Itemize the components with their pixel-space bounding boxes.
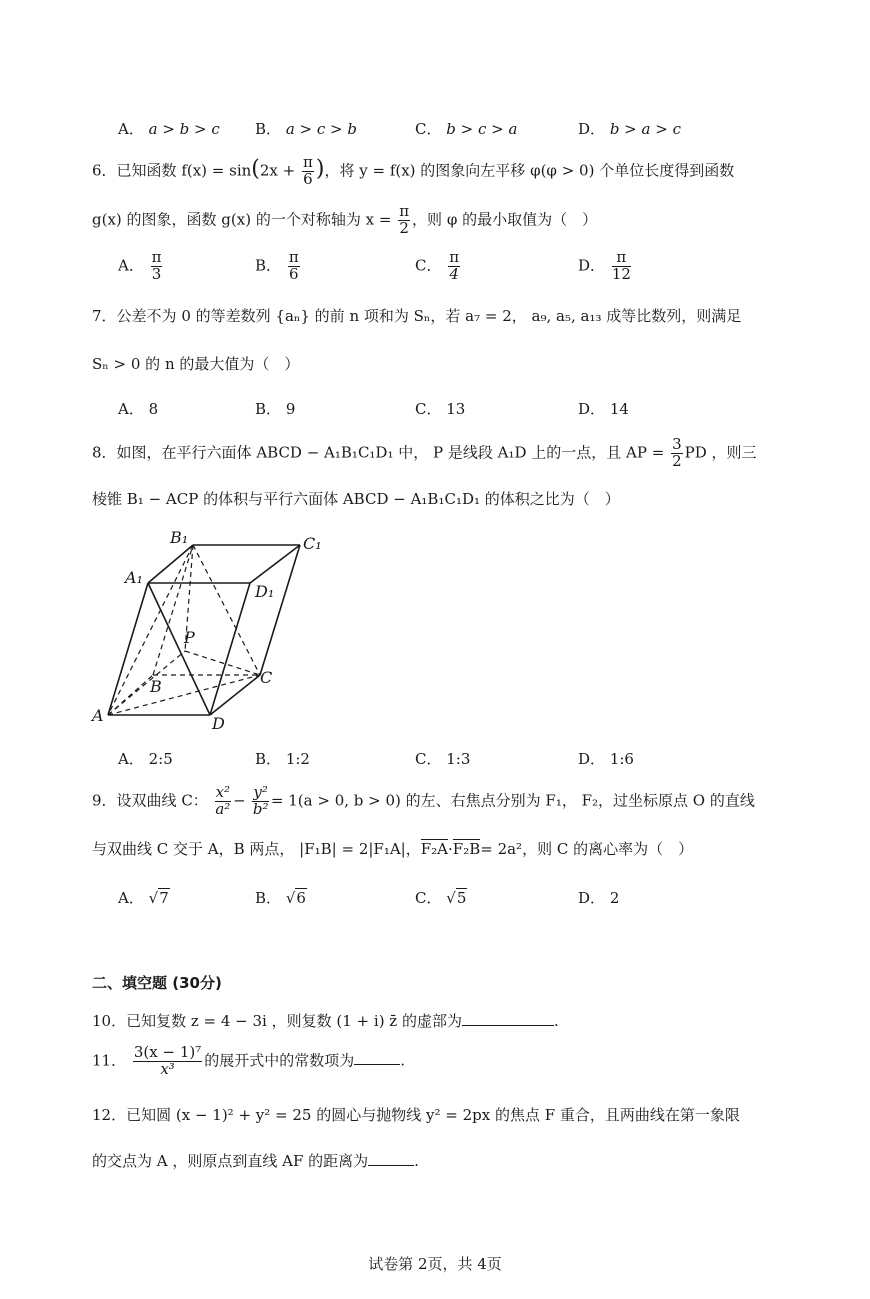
q8-line-2: 棱锥 B₁ − ACP 的体积与平行六面体 ABCD − A₁B₁C₁D₁ 的体积之比为（ ） bbox=[92, 490, 620, 508]
q6-line-1: 6．已知函数 f(x) = sin(2x + $\frac{\pi}{6}$ )，将 y = f(x) 的图象向左平移 φ(φ > 0) 个单位长度得到函数 bbox=[92, 153, 735, 188]
label-d: D bbox=[212, 714, 225, 733]
q9-option-c[interactable]: C． √5 bbox=[415, 889, 467, 907]
q8-line-1: 8．如图，在平行六面体 ABCD − A₁B₁C₁D₁ 中， P 是线段 A₁D 上的一点，且 AP = $\frac{3}{2}$ PD ，则三 bbox=[92, 435, 757, 470]
q6-option-d[interactable]: D． $\frac{\pi}{12}$ bbox=[578, 248, 631, 283]
label-c1: C₁ bbox=[303, 534, 322, 553]
edge-d-c bbox=[210, 675, 260, 715]
q9-line-2: 与双曲线 C 交于 A，B 两点， |F₁B| = 2|F₁A|，F₂A·F₂B= 2a²，则 C 的离心率为（ ） bbox=[92, 840, 694, 858]
q9-option-d[interactable]: D． 2 bbox=[578, 889, 620, 907]
edge-b1-c bbox=[193, 545, 260, 675]
q6-line-2: g(x) 的图象，函数 g(x) 的一个对称轴为 x = $\frac{\pi}{2}$ ，则 φ 的最小取值为（ ） bbox=[92, 202, 598, 237]
q9-option-a[interactable]: A． √7 bbox=[118, 889, 169, 907]
edge-d-d1 bbox=[210, 583, 250, 715]
q7-option-c[interactable]: C． 13 bbox=[415, 400, 466, 418]
q5-option-b[interactable]: B． a > c > b bbox=[255, 120, 357, 138]
edge-a-a1 bbox=[108, 583, 148, 715]
q9-line-1: 9．设双曲线 C： $\frac{\text{x²}}{\text{a²}}$ − $\frac{\text{y²}}{\text{b²}}$ = 1(a > 0, b > 0) 的左、右焦点分别为 F₁， F₂，过坐标原点 O 的直线 bbox=[92, 783, 755, 818]
q8-option-c[interactable]: C． 1:3 bbox=[415, 750, 471, 768]
q5-option-a[interactable]: A． a > b > c bbox=[118, 120, 220, 138]
parallelepiped-figure bbox=[90, 525, 350, 735]
q8-option-b[interactable]: B． 1:2 bbox=[255, 750, 310, 768]
q5-option-d[interactable]: D． b > a > c bbox=[578, 120, 681, 138]
label-p: P bbox=[184, 628, 195, 647]
q12-line-2: 的交点为 A ，则原点到直线 AF 的距离为 . bbox=[92, 1152, 419, 1170]
label-b1: B₁ bbox=[170, 528, 189, 547]
q7-option-b[interactable]: B． 9 bbox=[255, 400, 296, 418]
edge-c-c1 bbox=[260, 545, 300, 675]
label-b: B bbox=[150, 677, 162, 696]
label-d1: D₁ bbox=[255, 582, 275, 601]
edge-b-b1 bbox=[153, 545, 193, 675]
q7-line-1: 7．公差不为 0 的等差数列 {aₙ} 的前 n 项和为 Sₙ，若 a₇ = 2， a₉, a₅, a₁₃ 成等比数列，则满足 bbox=[92, 307, 742, 325]
three-halves: $\frac{3}{2}$ bbox=[672, 435, 682, 470]
q9-option-b[interactable]: B． √6 bbox=[255, 889, 306, 907]
q12-answer-blank[interactable] bbox=[368, 1151, 414, 1166]
q6-option-c[interactable]: C． $\frac{\pi}{4}$ bbox=[415, 248, 460, 283]
label-c: C bbox=[260, 668, 273, 687]
q10-answer-blank[interactable] bbox=[462, 1011, 554, 1026]
pi-over-6: $\frac{\pi}{6}$ bbox=[303, 153, 313, 188]
q12-line-1: 12．已知圆 (x − 1)² + y² = 25 的圆心与抛物线 y² = 2px 的焦点 F 重合，且两曲线在第一象限 bbox=[92, 1106, 740, 1124]
q8-option-a[interactable]: A． 2:5 bbox=[118, 750, 173, 768]
q6-option-b[interactable]: B． $\frac{\pi}{6}$ bbox=[255, 248, 299, 283]
q5-option-c[interactable]: C． b > c > a bbox=[415, 120, 518, 138]
label-a1: A₁ bbox=[125, 568, 143, 587]
q8-option-d[interactable]: D． 1:6 bbox=[578, 750, 634, 768]
q10-line: 10．已知复数 z = 4 − 3i ，则复数 (1 + i) z̄ 的虚部为 . bbox=[92, 1012, 559, 1030]
pi-over-2: $\frac{\pi}{2}$ bbox=[399, 202, 410, 237]
q11-line: 11． $\frac{\text{3(x − 1)⁷}}{\text{x³}}$ 的展开式中的常数项为 . bbox=[92, 1043, 406, 1078]
q6-option-a[interactable]: A． $\frac{\pi}{3}$ bbox=[118, 248, 162, 283]
q11-answer-blank[interactable] bbox=[354, 1050, 400, 1065]
page-footer: 试卷第 2页，共 4页 bbox=[368, 1255, 502, 1273]
q7-option-d[interactable]: D． 14 bbox=[578, 400, 629, 418]
edge-c1-d1 bbox=[250, 545, 300, 583]
section-title-fill-in: 二、填空题 (30分) bbox=[92, 974, 222, 992]
q7-line-2: Sₙ > 0 的 n 的最大值为（ ） bbox=[92, 355, 300, 373]
edge-a1-b1 bbox=[148, 545, 193, 583]
label-a: A bbox=[92, 706, 104, 725]
q7-option-a[interactable]: A． 8 bbox=[118, 400, 159, 418]
